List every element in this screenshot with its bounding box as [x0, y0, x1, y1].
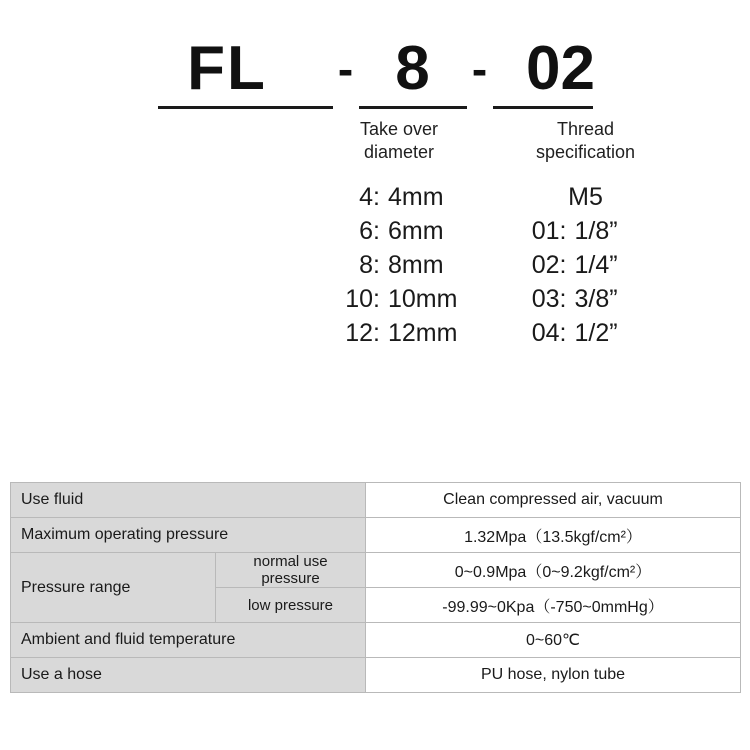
diameter-option [319, 214, 479, 248]
thread-option-key: 01: [531, 217, 567, 245]
row-value-use-fluid: Clean compressed air, vacuum [366, 483, 741, 518]
thread-option-value: M5 [568, 183, 603, 211]
row-value-temperature: 0~60℃ [366, 623, 741, 658]
row-label-max-pressure: Maximum operating pressure [11, 518, 366, 553]
code-underlines [0, 106, 750, 109]
options-spacer-left [82, 180, 319, 350]
underline-series [158, 106, 333, 109]
diameter-option-key: 12: [345, 319, 380, 347]
code-series: FL [187, 34, 267, 103]
underline-thread [493, 106, 593, 109]
diameter-option-list [319, 180, 479, 350]
thread-option [503, 282, 668, 316]
row-sublabel-low-pressure: low pressure [216, 588, 366, 623]
diameter-option-value: 12mm [388, 319, 458, 347]
thread-option-value: 1/4” [574, 251, 618, 279]
thread-option-key: 03: [531, 285, 567, 313]
underline-gap-2 [467, 106, 493, 109]
thread-option-value: 3/8” [574, 285, 618, 313]
diameter-option-key: 8: [359, 251, 380, 279]
thread-option [503, 180, 668, 214]
diameter-option-key: 6: [359, 217, 380, 245]
label-spacer-mid-2 [479, 141, 503, 164]
diameter-option-key: 10: [345, 285, 380, 313]
table-row [11, 658, 741, 693]
underline-diameter [359, 106, 467, 109]
table-row [11, 518, 741, 553]
thread-option-list [503, 180, 668, 350]
diameter-option [319, 316, 479, 350]
row-value-low-pressure: -99.99~0Kpa（-750~0mmHg） [366, 588, 741, 623]
label-diameter-line1: Take over [359, 119, 439, 139]
row-value-hose: PU hose, nylon tube [366, 658, 741, 693]
row-value-max-pressure: 1.32Mpa（13.5kgf/cm²） [366, 518, 741, 553]
code-labels-line1 [0, 118, 750, 141]
thread-option [503, 316, 668, 350]
row-label-pressure-range: Pressure range [11, 553, 216, 623]
diameter-option-value: 10mm [388, 285, 458, 313]
diameter-option-value: 4mm [388, 183, 444, 211]
diameter-option-value: 8mm [388, 251, 444, 279]
code-dash-2: - [471, 43, 488, 95]
label-spacer-left [82, 118, 319, 141]
label-thread-line2: specification [535, 142, 636, 162]
diameter-option [319, 180, 479, 214]
table-row [11, 483, 741, 518]
diameter-option-key: 4: [359, 183, 380, 211]
thread-option-key: 02: [531, 251, 567, 279]
label-spacer-mid [479, 118, 503, 141]
thread-option-value: 1/8” [574, 217, 618, 245]
specification-table [10, 482, 741, 693]
row-label-temperature: Ambient and fluid temperature [11, 623, 366, 658]
part-number-diagram [0, 28, 750, 350]
part-number-code [0, 28, 750, 103]
label-spacer-left-2 [82, 141, 319, 164]
diameter-option [319, 282, 479, 316]
code-diameter: 8 [395, 34, 430, 103]
options-spacer-mid [479, 180, 503, 350]
thread-option-key: 04: [531, 319, 567, 347]
label-thread-line1: Thread [556, 119, 615, 139]
code-option-lists [0, 180, 750, 350]
thread-option [503, 214, 668, 248]
label-diameter-line2: diameter [363, 142, 435, 162]
code-labels-line2 [0, 141, 750, 164]
code-thread: 02 [526, 34, 595, 103]
row-label-use-fluid: Use fluid [11, 483, 366, 518]
underline-gap-1 [333, 106, 359, 109]
row-value-normal-use-pressure: 0~0.9Mpa（0~9.2kgf/cm²） [366, 553, 741, 588]
code-dash-1: - [337, 43, 354, 95]
table-row [11, 623, 741, 658]
thread-option [503, 248, 668, 282]
table-row [11, 553, 741, 588]
row-sublabel-normal-use-pressure: normal use pressure [216, 553, 366, 588]
diameter-option-value: 6mm [388, 217, 444, 245]
row-label-hose: Use a hose [11, 658, 366, 693]
diameter-option [319, 248, 479, 282]
thread-option-value: 1/2” [574, 319, 618, 347]
